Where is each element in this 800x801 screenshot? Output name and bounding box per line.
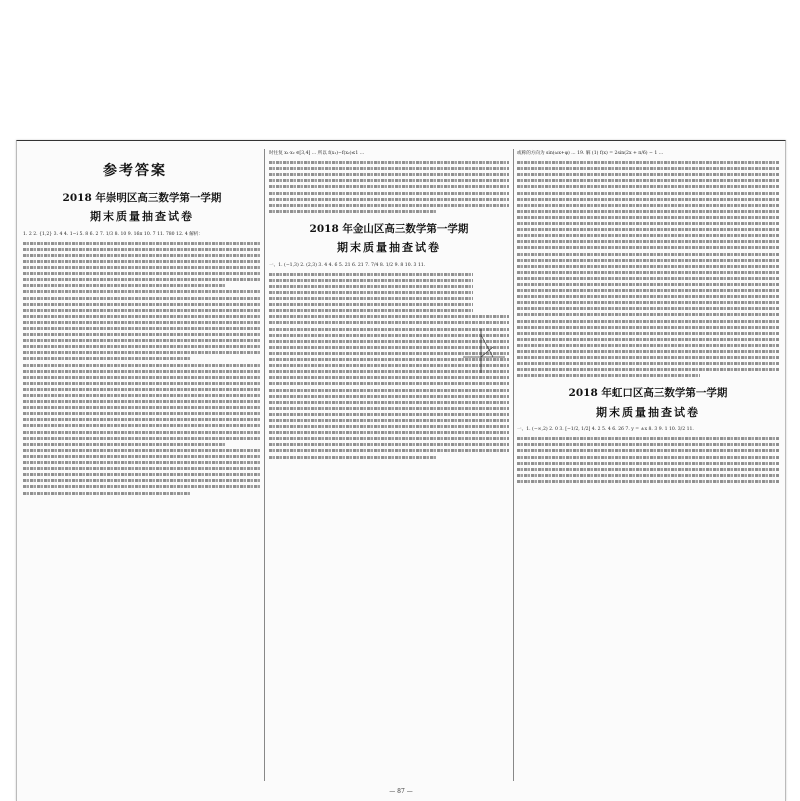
section-title-jinshan: 2018 年金山区高三数学第一学期 — [309, 222, 469, 235]
section-subtitle-jinshan: 期末质量抽查试卷 — [337, 241, 441, 255]
answer-text: 或称的方向为 sin(ωx+φ) ... 19. 解 (1) f(x) = 2sin(2x + π/6) − 1 ... — [517, 151, 664, 156]
answer-text: 一、1. (−∞,2) 2. 0 3. [−1/2, 1/2] 4. 2 5. 4 6. 26 7. y = ±x 8. 3 9. 1 10. 3/2 11. — [517, 427, 694, 433]
page-number: — 87 — — [389, 788, 413, 795]
answer-text: 1. 2 2. {1,2} 3. 4 4. 1−i 5. 8 6. 2 7. 1/3 8. 10 9. 16π 10. 7 11. 780 12. 4 解析： — [23, 231, 203, 237]
answer-text: 时往复 x₁·x₂ ∈[3,4] ... 所以 f(x₁)−f(x₂)≤1 ... — [269, 151, 365, 156]
coordinate-figure — [459, 327, 507, 375]
answer-text-block — [269, 161, 509, 213]
column-right — [517, 149, 779, 801]
column-divider — [264, 149, 265, 781]
section-subtitle-chongming: 期末质量抽查试卷 — [90, 210, 194, 224]
reference-answers-title: 参考答案 — [103, 163, 167, 179]
section-subtitle-hongkou: 期末质量抽查试卷 — [596, 405, 700, 419]
column-divider — [513, 149, 514, 781]
answer-text-block — [23, 242, 261, 495]
answer-text-block — [517, 437, 779, 483]
section-title-chongming: 2018 年崇明区高三数学第一学期 — [62, 191, 222, 204]
answer-text-block — [517, 161, 779, 377]
column-left — [23, 149, 261, 801]
answer-text: 一、1. (−1,3) 2. (2,3) 3. 4 4. 6 5. 21 6. 21 7. 7/4 8. 1/2 9. 8 10. 3 11. — [269, 262, 426, 268]
section-title-hongkou: 2018 年虹口区高三数学第一学期 — [568, 387, 728, 400]
column-middle — [269, 149, 509, 801]
answer-sheet-page — [16, 140, 786, 801]
